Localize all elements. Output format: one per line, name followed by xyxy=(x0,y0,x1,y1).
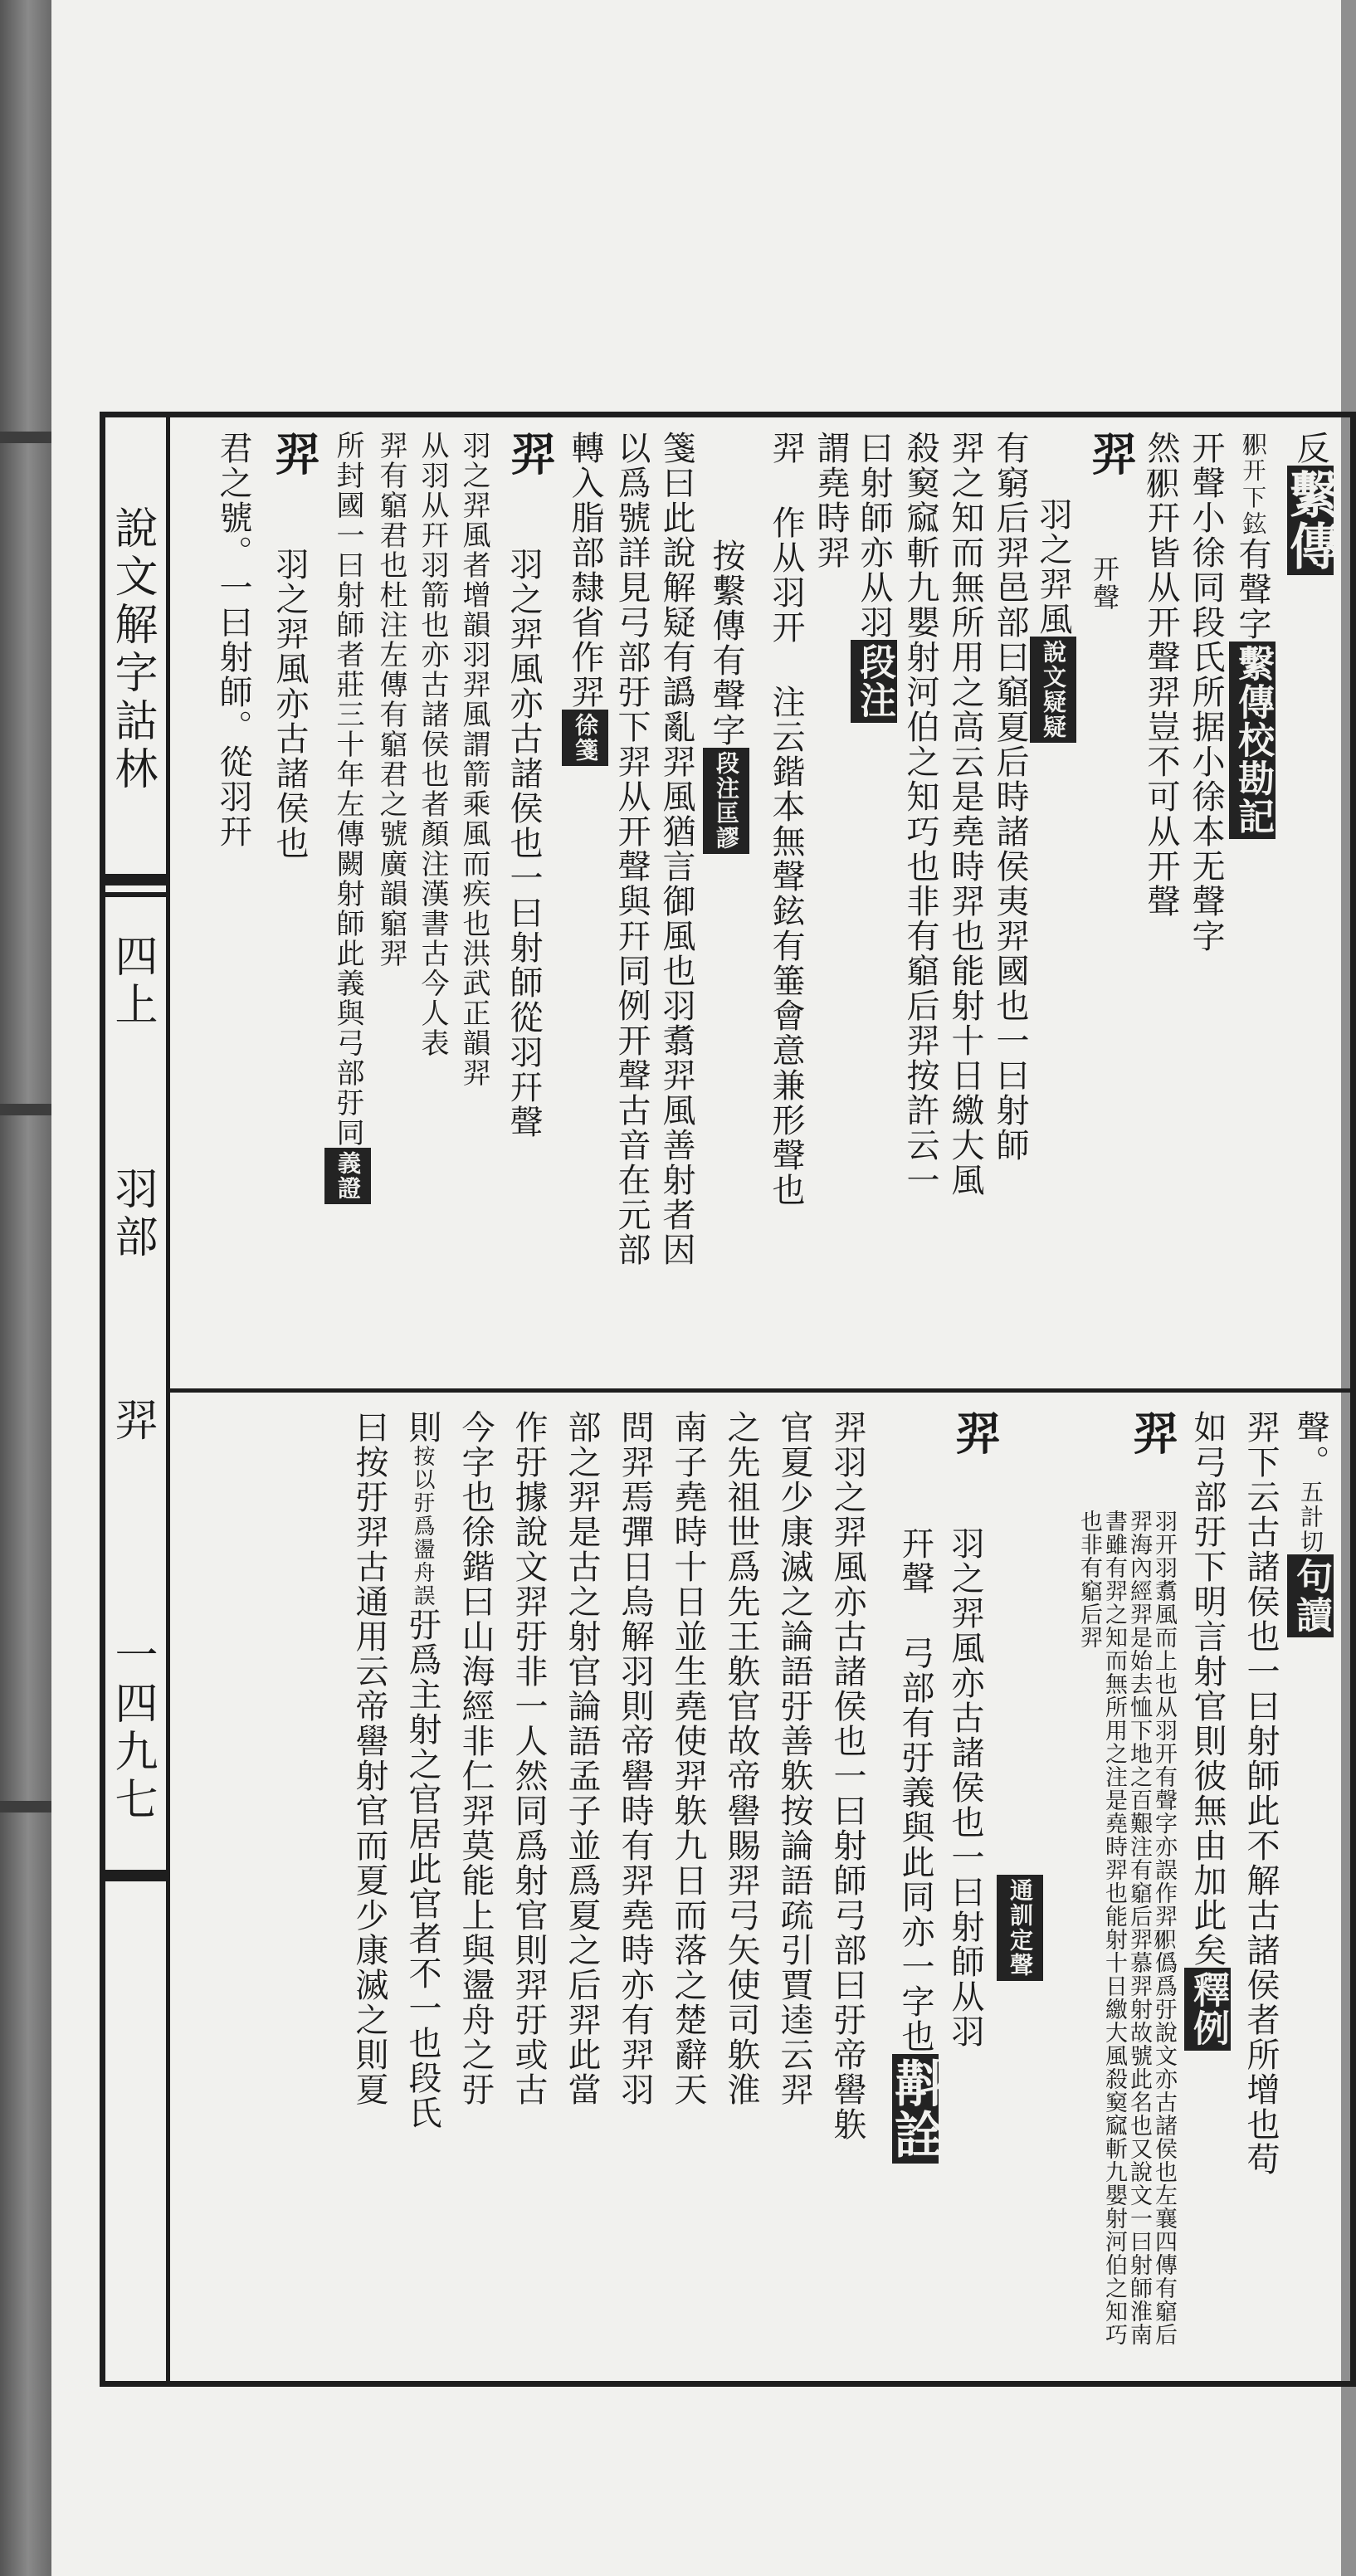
column-text: 如弓部弙下明言射官則彼無由加此矣 xyxy=(1188,1410,1227,1968)
text-column xyxy=(1051,1510,1176,2364)
text-column: 之先祖世爲先王䠶官故帝嚳賜羿弓矢使司䠶淮 xyxy=(722,1410,760,2107)
text-column xyxy=(851,431,897,1368)
text-column xyxy=(401,1410,444,2364)
text-column xyxy=(703,539,749,1368)
text-column: 問羿焉彈日烏解羽則帝嚳時有羿堯時亦有羿羽 xyxy=(616,1410,654,2107)
text-column: 部之羿是古之射官論語孟子並爲夏之后羿此當 xyxy=(563,1410,601,2107)
column-text: 則 xyxy=(403,1410,441,1445)
column-text: 羽之羿風 xyxy=(1034,497,1072,637)
source-seal: 斠詮 xyxy=(892,2054,939,2164)
source-seal: 說文疑疑 xyxy=(1030,637,1076,743)
text-column xyxy=(268,547,311,1368)
text-column: 羿下云古諸侯也一曰射師此不解古諸侯者所增也苟 xyxy=(1241,1410,1280,2177)
source-seal: 釋例 xyxy=(1184,1968,1231,2051)
column-text: 幵聲 弓部有弙義與此同亦一字也 xyxy=(896,1526,934,2054)
register-divider xyxy=(170,1388,1350,1393)
column-text: 曰射師亦从羽 xyxy=(855,431,893,640)
source-seal: 繫傳 xyxy=(1287,466,1334,575)
source-seal: 繫傳校勘記 xyxy=(1229,642,1276,839)
spine-divider xyxy=(105,892,166,897)
column-text: 反 xyxy=(1291,431,1329,466)
binding-thread xyxy=(0,1801,51,1812)
text-column: 羽之羿風亦古諸侯也一曰射師從羽幵聲 xyxy=(505,547,543,1139)
source-seal: 段注 xyxy=(851,640,897,723)
text-column: 謂堯時羿 xyxy=(812,431,850,570)
column-text: 按繫傳有聲字 xyxy=(707,539,745,748)
text-column: 有窮后羿邑部曰竆夏后時諸侯夷羿國也一曰射師 xyxy=(991,431,1029,1163)
column-text: 轉入脂部隸省作羿 xyxy=(566,431,604,710)
text-column: 羽之羿風亦古諸侯也一曰射師从羽 xyxy=(946,1526,984,2049)
head-character: 羿 xyxy=(949,1410,1002,1456)
column-text: 有聲字 xyxy=(1233,537,1271,642)
column-text: 亦古諸侯也 xyxy=(271,686,309,861)
source-seal: 段注匡謬 xyxy=(703,748,749,854)
binding-thread xyxy=(0,1104,51,1115)
text-column: 然𦐖幵皆从开聲羿豈不可从开聲 xyxy=(1142,431,1180,919)
lower-register xyxy=(185,1410,1334,2373)
text-column: 羽之羿風者增韻羽羿風謂箭乘風而疾也洪武正韻羿 xyxy=(457,431,490,1088)
text-column xyxy=(562,431,608,1368)
page-sheet xyxy=(51,0,1341,2576)
text-column xyxy=(1184,1410,1231,2364)
spine-divider xyxy=(105,1870,166,1881)
text-column: 开聲 xyxy=(1089,555,1120,612)
text-column xyxy=(324,431,371,1368)
head-character: 羿 xyxy=(1085,431,1138,477)
entry-character: 羿 xyxy=(107,1398,157,1446)
column-text: 羽之羿風 xyxy=(271,547,309,686)
source-seal: 義證 xyxy=(324,1148,371,1204)
page-frame xyxy=(100,412,1356,2387)
binding-thread xyxy=(0,432,51,443)
text-column xyxy=(1030,497,1076,1368)
source-seal: 徐箋 xyxy=(562,710,608,766)
upper-register xyxy=(185,431,1339,1377)
column-text: 此義與弓部弙同 xyxy=(331,939,364,1148)
text-column: 箋曰此說解疑有譌亂羿風猶言御風也羽翥羿風善射者因 xyxy=(657,431,695,1267)
text-column: 羿 作从羽开 注云鍇本無聲鉉有箠會意兼形聲也 xyxy=(767,431,805,1208)
book-title: 說文解字詁林 xyxy=(107,505,157,794)
text-column: 以爲號詳見弓部弙下羿从开聲與幵同例开聲古音在元部 xyxy=(612,431,651,1267)
head-character: 羿 xyxy=(1126,1410,1179,1456)
text-column xyxy=(886,1526,944,2364)
text-column: 作弙據說文羿弙非一人然同爲射官則羿弙或古 xyxy=(510,1410,548,2107)
seal-column xyxy=(997,1875,1043,2124)
column-text: 𦐖开下鉉 xyxy=(1238,431,1267,537)
column-text: 從羽幵 xyxy=(214,744,252,849)
head-character: 羿 xyxy=(504,431,557,477)
text-column xyxy=(1287,1410,1334,2364)
text-column: 开聲小徐同段氏所据小徐本无聲字 xyxy=(1187,431,1225,954)
source-seal: 通訓定聲 xyxy=(997,1875,1043,1981)
text-column: 羿有竆君也杜注左傳有竆君之號廣韻竆羿 xyxy=(374,431,407,968)
head-character: 羿 xyxy=(268,431,321,477)
volume-label: 四上 xyxy=(107,934,157,1030)
text-column: 官夏少康滅之論語弙善䠶按論語疏引賈逵云羿 xyxy=(775,1410,813,2107)
radical-label: 羽部 xyxy=(107,1166,157,1262)
spine-divider xyxy=(105,874,166,886)
text-column: 羿之知而無所用之高云是堯時羿也能射十日繳大風 xyxy=(946,431,984,1198)
page-number: 一四九七 xyxy=(107,1632,157,1825)
text-column: 从羽从幵羽箭也亦古諸侯也者顏注漢書古今人表 xyxy=(416,431,449,1058)
text-column: 殺窫窳斬九嬰射河伯之知巧也非有竆后羿按許云一 xyxy=(901,431,939,1198)
text-column: 南子堯時十日並生堯使羿䠶九日而落之楚辭天 xyxy=(669,1410,707,2107)
text-column: 曰按弙羿古通用云帝嚳射官而夏少康滅之則夏 xyxy=(350,1410,388,2107)
source-seal: 句讀 xyxy=(1287,1554,1334,1637)
column-text: 五計切 xyxy=(1297,1480,1324,1554)
text-column xyxy=(212,431,255,1368)
column-text: 聲。 xyxy=(1291,1410,1329,1480)
book-binding xyxy=(0,0,51,2576)
text-column: 羿羽之羿風亦古諸侯也一曰射師弓部曰弙帝嚳䠶 xyxy=(828,1410,866,2142)
column-text: 弙爲主射之官居此官者不一也段氏 xyxy=(403,1608,441,2130)
column-text: 所封國一曰射師者莊三十年左傳闕射師 xyxy=(331,431,364,939)
column-note: 按以弙爲盪舟誤 xyxy=(410,1445,435,1608)
page-spine xyxy=(105,417,170,2381)
text-column xyxy=(1229,431,1276,1368)
text-column: 今字也徐鍇曰山海經非仁羿莫能上與盪舟之弙 xyxy=(456,1410,495,2107)
text-column xyxy=(1281,431,1339,1368)
column-text: 君之號。一曰射師。 xyxy=(214,431,252,744)
column-note: 羽开羽翥風而上也从羽开有聲字亦誤作羿𦐖僞爲弙說文亦古諸侯也左襄四傳有竆后羿海內經羿是始去恤下地之百艱注有竆后羿慕羿射故號此名也又說文一曰射師淮南書雖有羿之知而無所用之注是堯時羿也能射十日繳大風殺窫窳斬九嬰射河伯之知巧也非有竆后羿 xyxy=(1076,1510,1177,2346)
